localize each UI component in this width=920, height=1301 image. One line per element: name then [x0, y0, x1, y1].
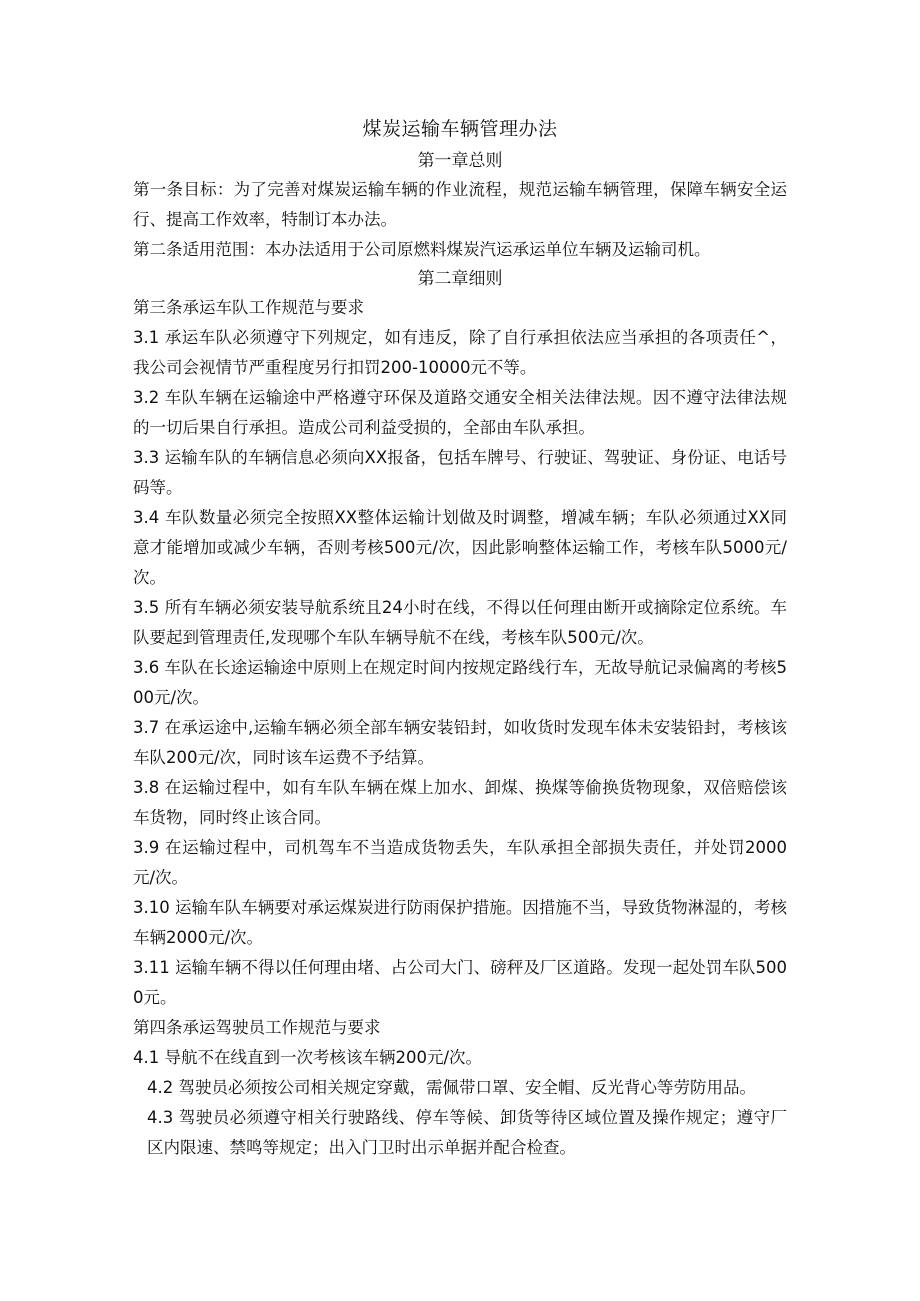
chapter-2-heading: 第二章细则	[417, 269, 503, 289]
item-3-4: 3.4 车队数量必须完全按照XX整体运输计划做及时调整，增减车辆；车队必须通过XX同意才能增加或减少车辆，否则考核500元/次，因此影响整体运输工作，考核车队5000元/次。	[133, 508, 787, 587]
item-4-1: 4.1 导航不在线直到一次考核该车辆200元/次。	[133, 1048, 483, 1067]
chapter-1-heading: 第一章总则	[417, 151, 503, 171]
article-3-heading: 第三条承运车队工作规范与要求	[133, 298, 364, 317]
item-3-7: 3.7 在承运途中,运输车辆必须全部车辆安装铅封，如收货时发现车体未安装铅封，考核该车队200元/次，同时该车运费不予结算。	[133, 718, 787, 767]
document-title: 煤炭运输车辆管理办法	[362, 118, 558, 140]
item-3-9: 3.9 在运输过程中，司机驾车不当造成货物丢失，车队承担全部损失责任，并处罚2000元/次。	[133, 838, 787, 887]
item-3-6: 3.6 车队在长途运输途中原则上在规定时间内按规定路线行车，无故导航记录偏离的考核500元/次。	[133, 658, 787, 707]
item-3-2: 3.2 车队车辆在运输途中严格遵守环保及道路交通安全相关法律法规。因不遵守法律法规的一切后果自行承担。造成公司利益受损的，全部由车队承担。	[133, 388, 787, 437]
item-4-3: 4.3 驾驶员必须遵守相关行驶路线、停车等候、卸货等待区域位置及操作规定；遵守厂区内限速、禁鸣等规定；出入门卫时出示单据并配合检查。	[147, 1108, 787, 1157]
item-3-3: 3.3 运输车队的车辆信息必须向XX报备，包括车牌号、行驶证、驾驶证、身份证、电话号码等。	[133, 448, 787, 497]
article-2: 第二条适用范围：本办法适用于公司原燃料煤炭汽运承运单位车辆及运输司机。	[133, 240, 711, 259]
article-1: 第一条目标：为了完善对煤炭运输车辆的作业流程，规范运输车辆管理，保障车辆安全运行、提高工作效率，特制订本办法。	[133, 180, 787, 229]
item-3-10: 3.10 运输车队车辆要对承运煤炭进行防雨保护措施。因措施不当，导致货物淋湿的，考核车辆2000元/次。	[133, 898, 787, 947]
document-body	[133, 115, 787, 1163]
item-4-2: 4.2 驾驶员必须按公司相关规定穿戴，需佩带口罩、安全帽、反光背心等劳防用品。	[147, 1078, 756, 1097]
article-4-heading: 第四条承运驾驶员工作规范与要求	[133, 1018, 381, 1037]
item-3-1: 3.1 承运车队必须遵守下列规定，如有违反，除了自行承担依法应当承担的各项责任^，我公司会视情节严重程度另行扣罚200-10000元不等。	[133, 328, 787, 377]
item-3-8: 3.8 在运输过程中，如有车队车辆在煤上加水、卸煤、换煤等偷换货物现象，双倍赔偿该车货物，同时终止该合同。	[133, 778, 787, 827]
item-3-11: 3.11 运输车辆不得以任何理由堵、占公司大门、磅秤及厂区道路。发现一起处罚车队5000元。	[133, 958, 787, 1007]
item-3-5: 3.5 所有车辆必须安装导航系统且24小时在线，不得以任何理由断开或摘除定位系统。车队要起到管理责任,发现哪个车队车辆导航不在线，考核车队500元/次。	[133, 598, 787, 647]
